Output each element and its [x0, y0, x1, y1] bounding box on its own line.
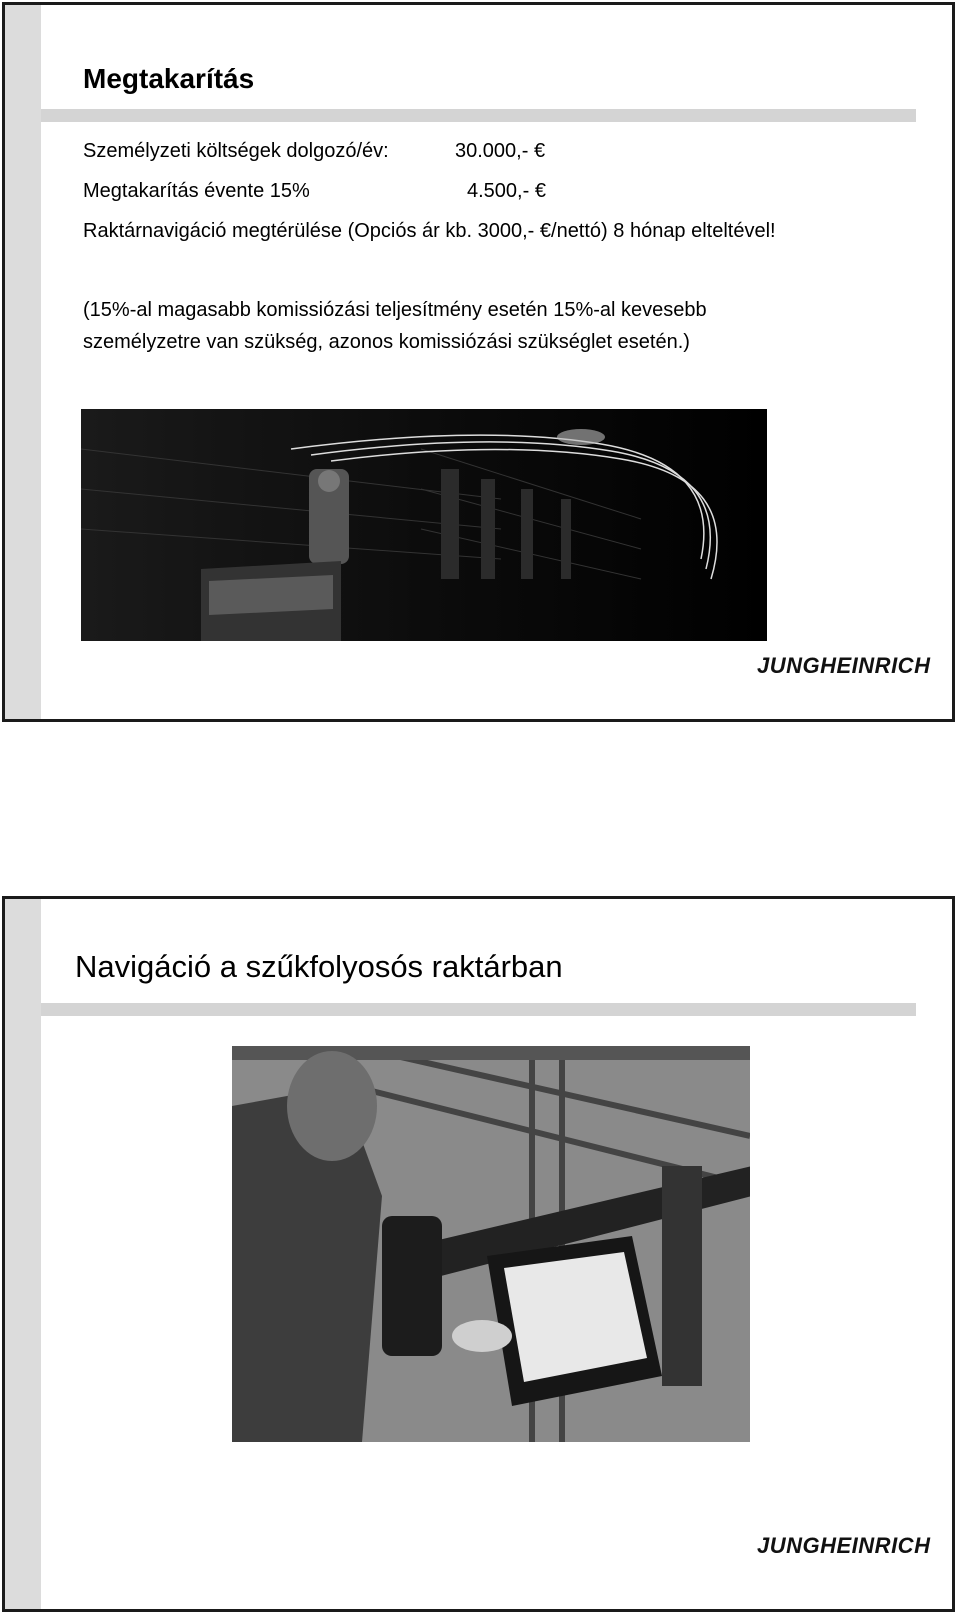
- slide-side-strip: [5, 5, 41, 719]
- slide-savings: [2, 2, 955, 722]
- staff-cost-row: [83, 139, 546, 163]
- roi-line: Raktárnavigáció megtérülése (Opciós ár kb. 3000,- €/nettó) 8 hónap elteltével!: [83, 220, 776, 242]
- operator-terminal-photo: [232, 1046, 750, 1442]
- explanation-note: [83, 294, 707, 358]
- yearly-savings-value: 4.500,- €: [467, 180, 546, 202]
- warehouse-worker-photo: [81, 409, 767, 641]
- operator-photo-drawing: [232, 1046, 750, 1442]
- title-underline-bar: [41, 109, 916, 122]
- note-line: (15%-al magasabb komissiózási teljesítmény esetén 15%-al kevesebb: [83, 299, 707, 321]
- slide-title: Megtakarítás: [83, 63, 255, 94]
- warehouse-photo-drawing: [81, 409, 767, 641]
- yearly-savings-row: [83, 179, 546, 203]
- jungheinrich-logo: JUNGHEINRICH: [757, 653, 931, 678]
- slide-title: Navigáció a szűkfolyosós raktárban: [75, 949, 563, 984]
- jungheinrich-logo: JUNGHEINRICH: [757, 1533, 931, 1558]
- staff-cost-label: Személyzeti költségek dolgozó/év:: [83, 140, 389, 162]
- slide-side-strip: [5, 899, 41, 1609]
- yearly-savings-label: Megtakarítás évente 15%: [83, 180, 310, 202]
- title-underline-bar: [41, 1003, 916, 1016]
- staff-cost-value: 30.000,- €: [455, 140, 546, 162]
- note-line: személyzetre van szükség, azonos komissiózási szükséglet esetén.): [83, 331, 690, 353]
- slide-navigation: [2, 896, 955, 1612]
